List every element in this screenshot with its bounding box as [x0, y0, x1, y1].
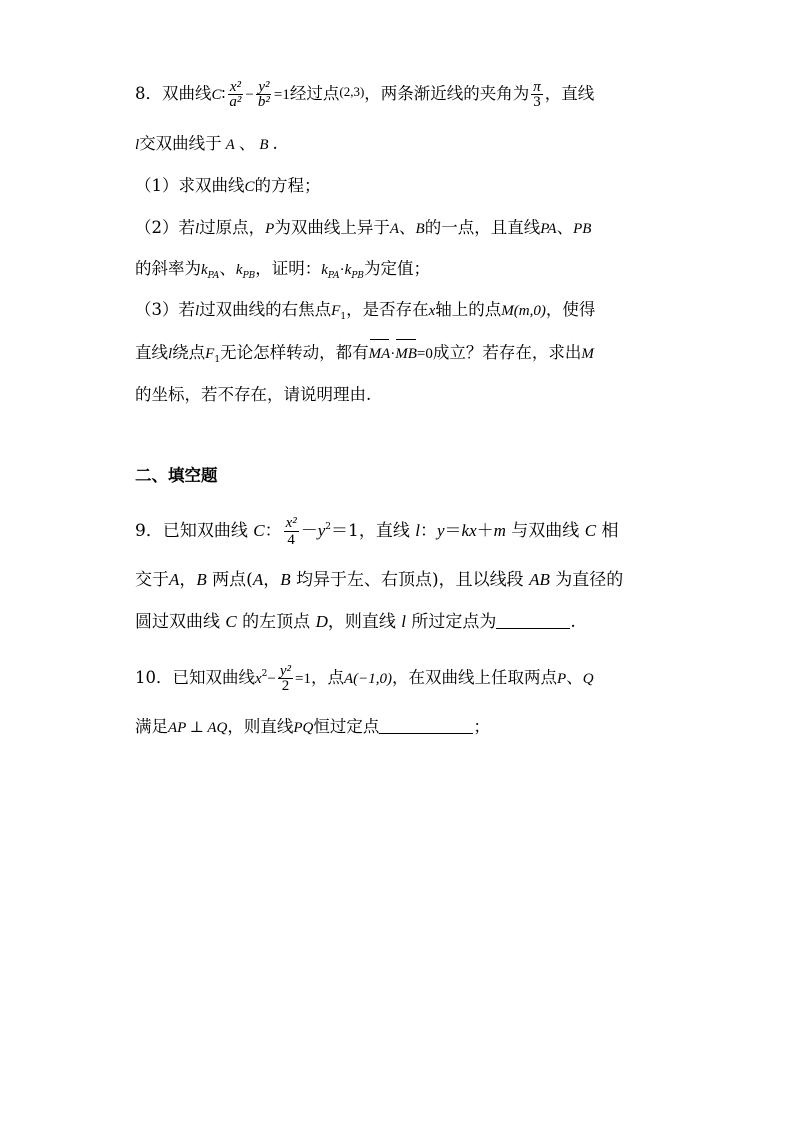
q8-text: ，证明：: [255, 259, 322, 278]
q8-line-1: [135, 80, 594, 109]
math-superscript: 2: [261, 669, 268, 679]
math-var: B: [415, 221, 425, 237]
fraction-denominator: 2: [281, 678, 290, 694]
math-subscript: PB: [242, 271, 256, 281]
math-var: k: [344, 262, 352, 278]
math-var: C: [211, 87, 222, 103]
fraction: [531, 80, 543, 109]
math-eq: =1: [295, 671, 311, 687]
fraction: [284, 515, 299, 548]
q9-text: －: [300, 521, 318, 541]
q8-text: （1）求双曲线: [135, 176, 245, 195]
q8-text: 、: [556, 218, 574, 237]
math-subscript: PA: [327, 271, 340, 281]
q9-text: 交于: [135, 570, 169, 590]
math-var: k: [321, 262, 328, 278]
math-var: M: [581, 346, 594, 362]
q9-text: ，则直线: [327, 612, 402, 632]
math-var: l: [195, 221, 200, 237]
fraction-numerator: y²: [258, 79, 270, 95]
math-subscript: 1: [340, 312, 347, 322]
q8-part-2-line-2: [135, 257, 430, 288]
math-var: y: [317, 521, 326, 540]
q9-text: ＝: [444, 521, 462, 541]
fraction: [256, 80, 272, 109]
q8-text: 绕点: [172, 343, 206, 362]
q8-text: ，直线: [544, 84, 595, 103]
math-var: k: [235, 262, 243, 278]
q10-text: 恒过定点: [313, 717, 380, 736]
math-var: F: [331, 303, 341, 319]
q8-text: ，是否存在: [346, 300, 429, 319]
math-point: M(m,0): [501, 303, 546, 319]
vector-ma: MA: [369, 342, 391, 366]
q9-text: 的左顶点: [236, 612, 316, 632]
q8-text: 为定值；: [364, 259, 430, 278]
math-var: A: [225, 137, 235, 153]
math-var: l: [401, 612, 406, 631]
math-var: C: [253, 521, 265, 540]
q8-text: 、: [238, 134, 256, 153]
math-expr: AP ⊥ AQ: [168, 720, 228, 736]
math-op: −: [245, 87, 254, 103]
math-var: l: [135, 137, 140, 153]
q8-text: 直线: [135, 343, 168, 362]
q9-text: ：: [264, 521, 282, 541]
math-var: P: [265, 221, 275, 237]
math-var: PQ: [293, 720, 314, 736]
q8-text: 、: [399, 218, 416, 237]
q9-text: 两点(: [206, 570, 253, 590]
math-var: B: [196, 570, 207, 589]
math-var: l: [168, 346, 173, 362]
q9-line-2: [135, 568, 623, 592]
math-point: (2,3): [339, 84, 365, 99]
math-subscript: PA: [207, 271, 220, 281]
q10-text: ；: [473, 717, 490, 736]
q8-text: 轴上的点: [435, 300, 502, 319]
q8-line-2: [135, 132, 278, 157]
q10-text: ，则直线: [227, 717, 294, 736]
fraction-numerator: y²: [279, 663, 292, 679]
fraction-denominator: a²: [229, 94, 242, 110]
q8-text: （3）若: [135, 300, 195, 319]
fraction-denominator: 4: [287, 532, 295, 548]
q9-text: ＋: [476, 521, 494, 541]
q9-text: ：: [419, 521, 437, 541]
math-var: F: [205, 346, 215, 362]
math-op: ·: [339, 262, 345, 278]
q8-text: 过原点，: [199, 218, 266, 237]
q9-text: ，: [263, 570, 281, 590]
math-var: k: [201, 262, 208, 278]
q9-text: 相: [596, 521, 619, 541]
q9-line-1: [135, 515, 618, 548]
q8-text: 成立？若存在，求出: [432, 343, 582, 362]
math-var: B: [280, 570, 291, 589]
q9-text: 9．已知双曲线: [135, 521, 254, 541]
math-var: PB: [573, 221, 592, 237]
q9-text: ，: [179, 570, 197, 590]
q10-text: 、: [566, 668, 583, 687]
answer-blank[interactable]: [379, 717, 473, 734]
q9-line-3: [135, 610, 576, 634]
q9-text: 为直径的: [549, 570, 624, 590]
q8-part-3-line-1: [135, 298, 595, 329]
math-subscript: PB: [351, 271, 364, 281]
q10-text: ，点: [311, 668, 344, 687]
answer-blank[interactable]: [496, 612, 570, 629]
math-eq: =1: [273, 87, 290, 103]
q9-text: 与双曲线: [505, 521, 585, 541]
math-var: A: [252, 570, 264, 589]
q9-text: 圆过双曲线: [135, 612, 226, 632]
math-op: ·: [390, 346, 396, 362]
q8-text: 、: [219, 259, 236, 278]
q9-text: ＝1，直线: [331, 521, 416, 541]
math-var: A: [389, 221, 400, 237]
q9-text: 所过定点为: [405, 612, 497, 632]
q8-text: 无论怎样转动，都有: [220, 343, 369, 362]
math-var: y: [436, 521, 445, 540]
q8-text: ，两条渐近线的夹角为: [364, 84, 530, 103]
q10-line-1: [135, 662, 594, 693]
fraction-numerator: π: [533, 79, 541, 95]
math-var: B: [259, 137, 269, 153]
q8-text: 的一点，且直线: [424, 218, 541, 237]
q8-text: 双曲线: [162, 84, 212, 103]
fraction: [278, 664, 293, 693]
q8-text: 经过点: [289, 84, 340, 103]
q10-line-2: [135, 715, 490, 740]
math-point: A(−1,0): [344, 671, 393, 687]
math-var: C: [584, 521, 597, 540]
q10-text: 10．已知双曲线: [135, 668, 255, 687]
fraction-numerator: x²: [285, 515, 297, 531]
math-subscript: 1: [214, 355, 221, 365]
q8-text: 交双曲线于: [139, 134, 222, 153]
math-var: x: [255, 671, 262, 687]
math-var: C: [244, 179, 255, 195]
fraction-denominator: b²: [257, 94, 270, 110]
q8-text: .: [272, 134, 278, 153]
q8-text: 的斜率为: [135, 259, 201, 278]
math-var: m: [493, 521, 506, 540]
q10-text: 满足: [135, 717, 168, 736]
math-var: PA: [540, 221, 557, 237]
q8-text: 的方程；: [254, 176, 321, 195]
q8-text: ，使得: [545, 300, 596, 319]
q10-text: ，在双曲线上任取两点: [392, 668, 558, 687]
math-eq: =0: [416, 346, 433, 362]
q8-part-2-line-1: [135, 216, 591, 241]
math-var: Q: [582, 671, 594, 687]
fraction-numerator: x²: [229, 79, 241, 95]
math-op: −: [267, 671, 276, 687]
q8-part-3-line-2: [135, 341, 594, 372]
math-var: l: [195, 303, 200, 319]
math-var: kx: [461, 521, 477, 540]
math-var: AB: [529, 570, 550, 589]
math-var: P: [557, 671, 567, 687]
q8-part-3-line-3: [135, 383, 371, 407]
q8-part-1: [135, 174, 321, 199]
math-var: A: [169, 570, 180, 589]
q8-text: 为双曲线上异于: [274, 218, 390, 237]
q9-text: .: [570, 612, 576, 632]
math-var: C: [225, 612, 237, 631]
math-var: x: [428, 303, 436, 319]
q8-text: （2）若: [135, 218, 195, 237]
q9-text: 均异于左、右顶点)，且以线段: [290, 570, 530, 590]
q8-text: 过双曲线的右焦点: [199, 300, 332, 319]
section-heading: 二、填空题: [135, 466, 218, 485]
math-var: l: [415, 521, 420, 540]
q8-text: 的坐标，若不存在，请说明理由.: [135, 385, 372, 404]
math-colon: ∶: [221, 87, 226, 103]
fraction: [227, 80, 243, 109]
q8-number: 8．: [135, 84, 162, 103]
fraction-denominator: 3: [533, 94, 541, 110]
math-var: D: [315, 612, 328, 631]
vector-mb: MB: [395, 342, 417, 366]
math-superscript: 2: [325, 522, 332, 532]
